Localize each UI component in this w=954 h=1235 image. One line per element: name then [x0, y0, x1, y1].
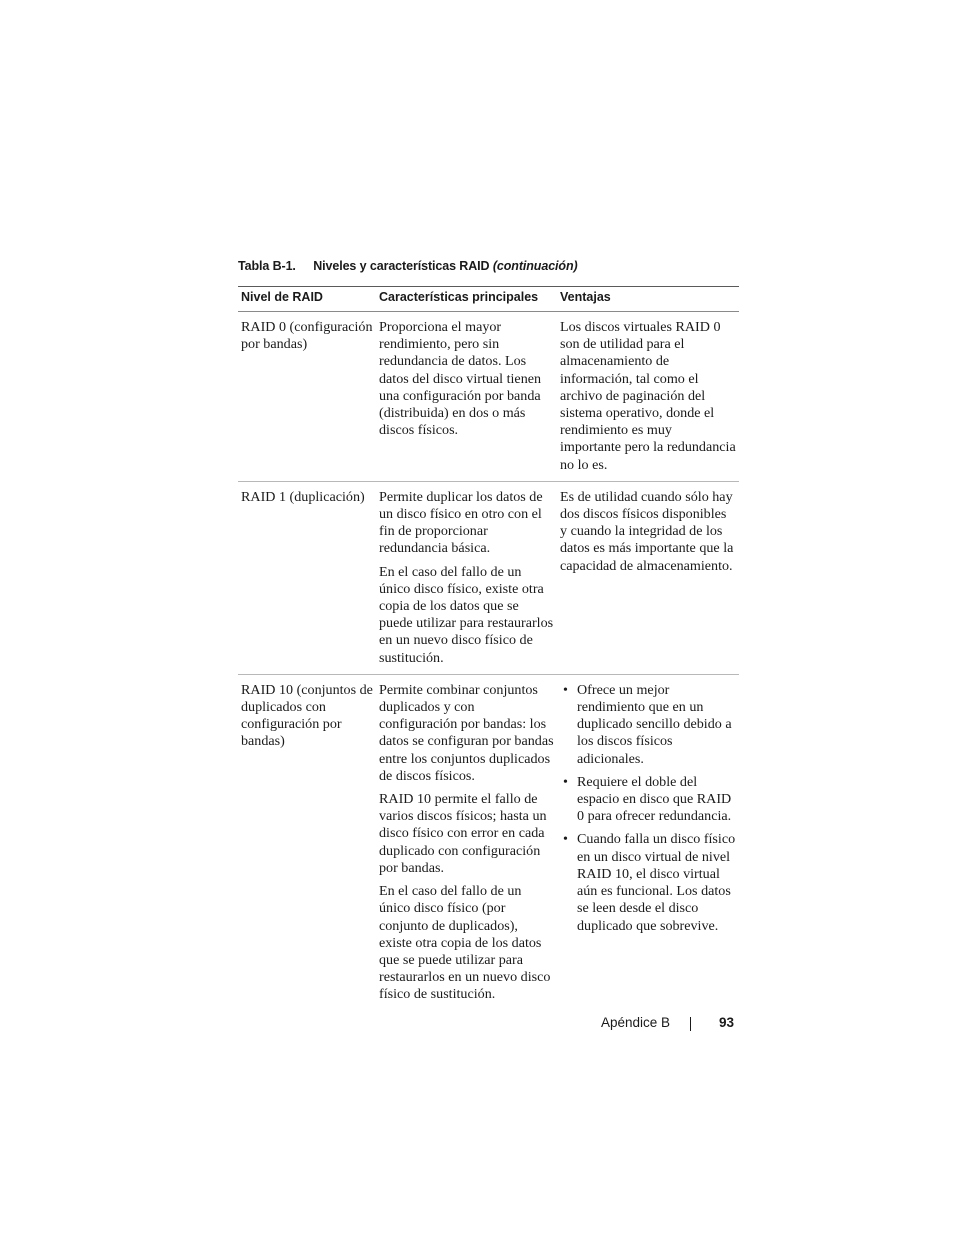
bullet-item — [560, 831, 736, 934]
features-paragraph: RAID 10 permite el fallo de varios discos físicos; hasta un disco físico con error en cada duplicado con configuración por bandas. — [379, 791, 547, 876]
cell-advantages — [557, 674, 739, 1010]
header-raid-level: Nivel de RAID — [238, 287, 376, 312]
table-row-raid-10 — [238, 674, 739, 1010]
bullet-dot-icon: • — [563, 773, 568, 790]
cell-raid-level: RAID 10 (conjuntos de duplicados con configuración por bandas) — [241, 681, 373, 750]
cell-features — [376, 481, 557, 674]
features-paragraph: Permite combinar conjuntos duplicados y con configuración por bandas: los datos se configuran por bandas entre los conjuntos duplicados de discos físicos. — [379, 681, 554, 784]
footer-divider — [690, 1017, 691, 1031]
footer-section-label: Apéndice B — [601, 1015, 671, 1030]
features-paragraph: Proporciona el mayor rendimiento, pero sin redundancia de datos. Los datos del disco virtual tienen una configuración por banda (distribuida) en dos o más discos físicos. — [379, 319, 542, 439]
table-caption — [238, 259, 578, 273]
cell-advantages: Es de utilidad cuando sólo hay dos discos físicos disponibles y cuando la integridad de los datos es más importante que la capacidad de almacenamiento. — [557, 481, 739, 674]
bullet-text: Ofrece un mejor rendimiento que en un duplicado sencillo debido a los discos físicos adicionales. — [577, 681, 732, 767]
bullet-dot-icon: • — [563, 681, 568, 698]
table-number: Tabla B-1. — [238, 259, 296, 273]
bullet-dot-icon: • — [563, 831, 568, 848]
table-header-row — [238, 287, 739, 312]
features-paragraph: Permite duplicar los datos de un disco físico en otro con el fin de proporcionar redundancia básica. — [379, 488, 543, 557]
cell-features — [376, 312, 557, 482]
header-main-features: Características principales — [376, 287, 557, 312]
bullet-item — [560, 682, 736, 768]
table-row-raid-0 — [238, 312, 739, 482]
bullet-text: Cuando falla un disco físico en un disco virtual de nivel RAID 10, el disco virtual aún es funcional. Los datos se leen desde el disco duplicado que sobrevive. — [577, 831, 736, 934]
raid-levels-table — [238, 286, 739, 1011]
page-number: 93 — [719, 1015, 735, 1030]
table-title: Niveles y características RAID — [313, 259, 490, 273]
page-footer — [0, 1015, 954, 1035]
header-advantages: Ventajas — [557, 287, 739, 312]
table-continued-label: (continuación) — [492, 259, 578, 273]
bullet-item — [560, 774, 736, 826]
features-paragraph: En el caso del fallo de un único disco físico (por conjunto de duplicados), existe otra copia de los datos que se puede utilizar para restaurarlos en un nuevo disco físico de sustitución. — [379, 883, 551, 1003]
features-paragraph: En el caso del fallo de un único disco físico, existe otra copia de los datos que se puede utilizar para restaurarlos en un nuevo disco físico de sustitución. — [379, 563, 554, 666]
cell-advantages: Los discos virtuales RAID 0 son de utilidad para el almacenamiento de información, tal como el archivo de paginación del sistema operativo, donde el rendimiento es muy importante pero la redundancia no lo es. — [557, 312, 739, 482]
cell-raid-level: RAID 0 (configuración por bandas) — [238, 312, 376, 482]
cell-raid-level: RAID 1 (duplicación) — [238, 481, 376, 674]
bullet-text: Requiere el doble del espacio en disco que RAID 0 para ofrecer redundancia. — [577, 773, 732, 825]
cell-features — [376, 674, 557, 1010]
advantages-bullet-list — [560, 682, 736, 935]
table-row-raid-1 — [238, 481, 739, 674]
